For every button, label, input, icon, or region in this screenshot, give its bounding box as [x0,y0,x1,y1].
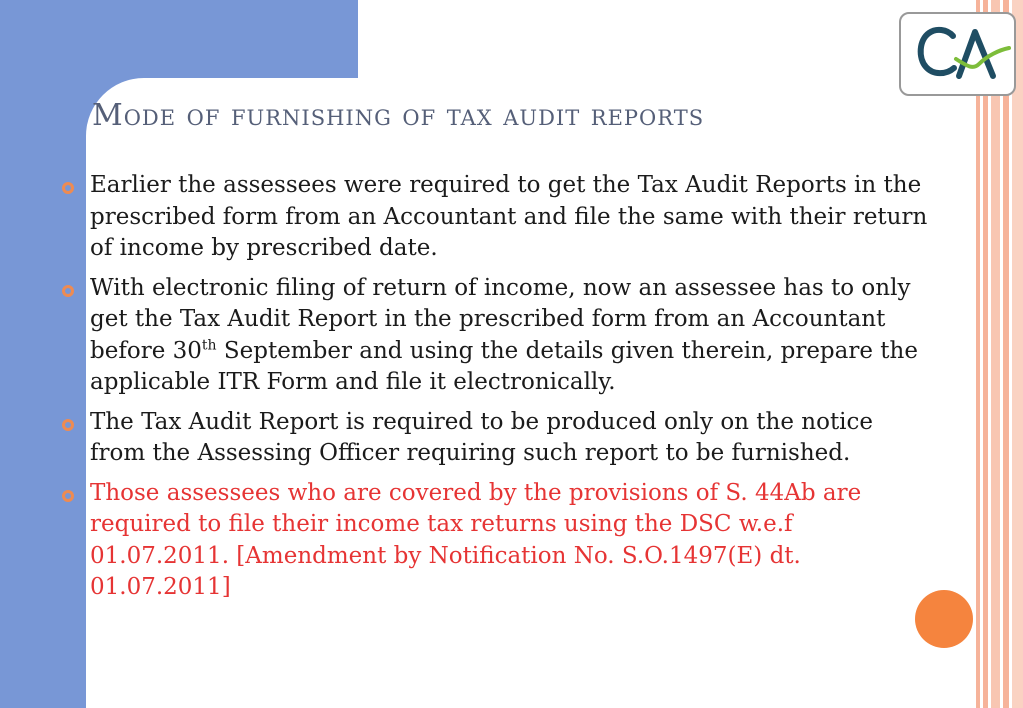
bullet-item [62,407,932,470]
right-stripe [976,0,980,708]
right-stripe [983,0,988,708]
bullet-text-part: With electronic filing of return of income, now an assessee has to only get the Tax Audit Report in the prescribed form from an Accountant before 30 [90,274,911,364]
bullet-ring-icon [62,182,74,194]
bullet-text: Those assessees who are covered by the provisions of S. 44Ab are required to file their income tax returns using the DSC w.e.f 01.07.2011. [Amendment by Notification No. S.O.1497(E) dt. 01.07.2011] [90,479,862,600]
bullet-text: The Tax Audit Report is required to be produced only on the notice from the Assessing Officer requiring such report to be furnished. [90,408,874,466]
right-stripe [1012,0,1023,708]
bullet-list [62,170,932,612]
bullet-ring-icon [62,490,74,502]
bullet-item-highlighted [62,478,932,604]
bullet-text [90,275,918,396]
bullet-ring-icon [62,285,74,297]
bullet-ring-icon [62,419,74,431]
right-stripe [1003,0,1009,708]
decorative-orange-circle [915,590,973,648]
slide-title: Mode of furnishing of tax audit reports [92,98,705,133]
right-stripe [991,0,1000,708]
ca-logo-icon [901,14,1014,94]
ordinal-suffix: th [201,336,217,353]
ca-logo [899,12,1016,96]
bullet-item [62,273,932,399]
bullet-text-part: September and using the details given therein, prepare the applicable ITR Form and file it electronically. [90,337,918,395]
bullet-text: Earlier the assessees were required to get the Tax Audit Reports in the prescribed form from an Accountant and file the same with their return of income by prescribed date. [90,172,928,261]
top-white-area [358,0,991,80]
bullet-item [62,170,932,265]
